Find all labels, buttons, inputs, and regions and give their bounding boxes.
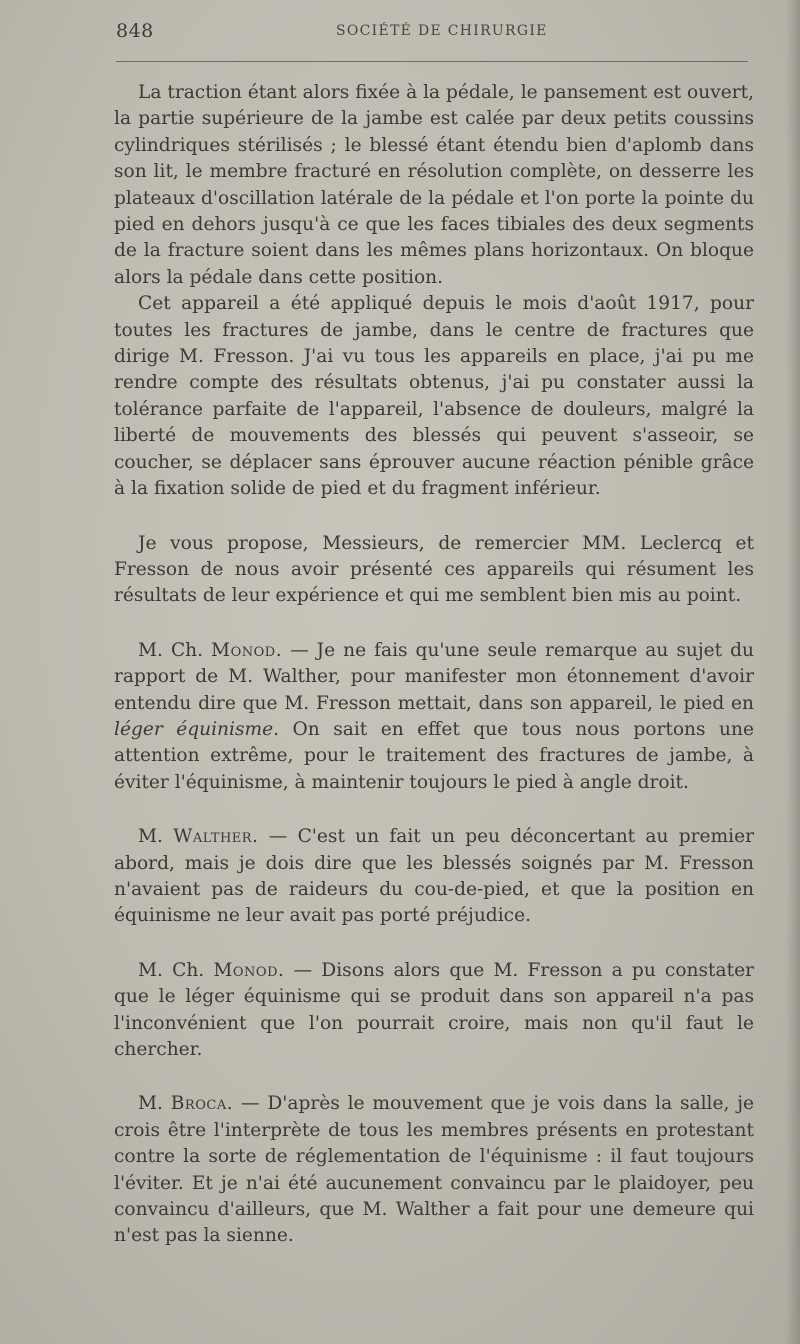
intervention-walther xyxy=(114,824,754,930)
intervention-text-end: . On sait en effet que tous nous portons une attention extrême, pour le traitement des fractures de jambe, à éviter l'équinisme, à maintenir toujours le pied à angle droit. xyxy=(114,718,754,793)
speaker-prefix: M. Ch. xyxy=(138,959,214,981)
speaker-name: Broca. xyxy=(170,1093,234,1115)
speaker-prefix: M. xyxy=(138,826,174,848)
speaker-name: Monod. xyxy=(211,639,283,661)
body-text xyxy=(114,80,754,1250)
speaker-prefix: M. Ch. xyxy=(138,639,212,661)
header-rule xyxy=(116,61,748,62)
intervention-broca xyxy=(114,1091,754,1249)
intervention-text: — Disons alors que M. Fresson a pu constater que le léger équinisme qui se produit dans son appareil n'a pas l'inconvénient que l'on pourrait croire, mais non qu'il faut le chercher. xyxy=(114,959,754,1060)
intervention-monod-1 xyxy=(114,638,754,796)
speaker-name: Monod. xyxy=(213,959,285,981)
page-number: 848 xyxy=(116,20,154,42)
paragraph-proposition: Je vous propose, Messieurs, de remercier MM. Leclercq et Fresson de nous avoir présenté ces appareils qui résument les résultats de leur expérience et qui me semblent bien mis au point. xyxy=(114,532,754,607)
page-header xyxy=(116,20,750,48)
speaker-prefix: M. xyxy=(138,1093,171,1115)
intervention-text: — D'après le mouvement que je vois dans la salle, je crois être l'interprète de tous les membres présents en protestant contre la sorte de réglementation de l'équinisme : il faut toujours l'éviter. Et je n'ai été aucunement convaincu par le plaidoyer, peu convaincu d'ailleurs, que M. Walther a fait pour une demeure qui n'est pas la sienne. xyxy=(114,1093,754,1247)
intervention-monod-2 xyxy=(114,958,754,1064)
running-title: SOCIÉTÉ DE CHIRURGIE xyxy=(336,23,548,39)
emphasis-text: léger équinisme xyxy=(114,718,274,740)
paragraph-traction: La traction étant alors fixée à la pédale, le pansement est ouvert, la partie supérieure de la jambe est calée par deux petits coussins cylindriques stérilisés ; le blessé étant étendu bien d'aplomb dans son lit, le membre fracturé en résolution complète, on desserre les plateaux d'oscillation latérale de la pédale et l'on porte la pointe du pied en dehors jusqu'à ce que les faces tibiales des deux segments de la fracture soient dans les mêmes plans horizontaux. On bloque alors la pédale dans cette position. xyxy=(114,82,754,288)
intervention-text: — Je ne fais qu'une seule remarque au sujet du rapport de M. Walther, pour manifester mon étonnement d'avoir entendu dire que M. Fresson mettait, dans son appareil, le pied en xyxy=(114,639,754,714)
intervention-text: — C'est un fait un peu déconcertant au premier abord, mais je dois dire que les blessés soignés par M. Fresson n'avaient pas de raideurs du cou-de-pied, et que la position en équinisme ne leur avait pas porté préjudice. xyxy=(114,826,754,927)
speaker-name: Walther. xyxy=(173,826,259,848)
paragraph-appareil: Cet appareil a été appliqué depuis le mois d'août 1917, pour toutes les fractures de jambe, dans le centre de fractures que dirige M. Fresson. J'ai vu tous les appareils en place, j'ai pu me rendre compte des résultats obtenus, j'ai pu constater aussi la tolérance parfaite de l'appareil, l'absence de douleurs, malgré la liberté de mouvements des blessés qui peuvent s'asseoir, se coucher, se déplacer sans éprouver aucune réaction pénible grâce à la fixation solide de pied et du fragment inférieur. xyxy=(114,293,754,500)
